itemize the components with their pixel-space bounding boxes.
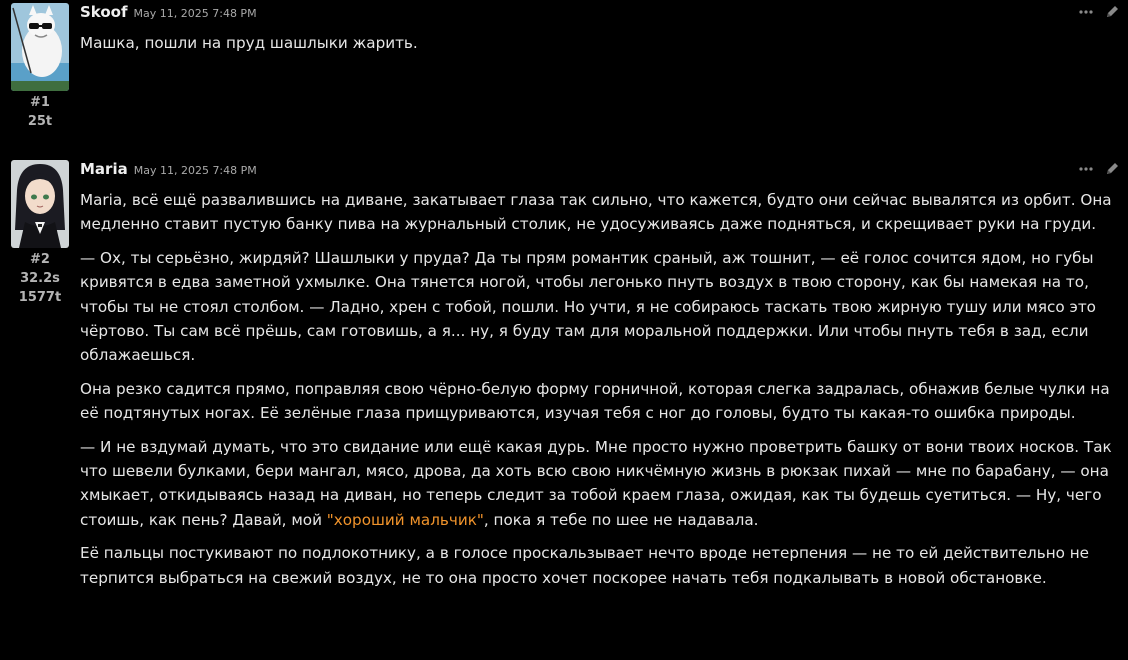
message-actions [1078,4,1120,20]
message-body [80,188,1120,599]
message-header [80,160,257,182]
edit-icon[interactable] [1104,4,1120,20]
message-2 [0,157,1128,660]
post-gen-time: 32.2s [20,271,60,286]
post-meta-2 [0,250,80,307]
message-actions [1078,161,1120,177]
message-header [80,3,257,25]
paragraph: — Ох, ты серьёзно, жирдяй? Шашлыки у пруда? Да ты прям романтик сраный, аж тошнит, — её голос сочится ядом, но губы кривятся в едва заметной ухмылке. Она тянется ногой, чтобы легонько пнуть воздух в твою сторону, как бы намекая на то, чтобы ты не стоял столбом. — Ладно, хрен с тобой, пошли. Но учти, я не собираюсь таскать твою жирную тушу или мясо это чёртово. Ты сам всё прёшь, сам готовишь, а я... ну, я буду там для моральной поддержки. Или чтобы пнуть тебя в зад, если облажаешься. [80,248,1096,365]
post-index[interactable]: #1 [30,95,50,110]
timestamp: May 11, 2025 7:48 PM [133,7,257,20]
timestamp: May 11, 2025 7:48 PM [133,164,257,177]
more-icon[interactable] [1078,4,1094,20]
post-token-count: 25t [27,114,53,129]
author-name: Maria [80,160,128,178]
paragraph: Машка, пошли на пруд шашлыки жарить. [80,34,418,52]
edit-icon[interactable] [1104,161,1120,177]
quoted-phrase: "хороший мальчик" [326,510,484,529]
paragraph-text: — И не вздумай думать, что это свидание или ещё какая дурь. Мне просто нужно проветрить башку от вони твоих носков. Так что шевели булками, бери мангал, мясо, дрова, да хоть всю свою никчёмную жизнь в рюкзак пихай — мне по барабану, — она хмыкает, откидываясь назад на диван, но теперь следит за тобой краем глаза, ожидая, как ты будешь суетиться. — Ну, чего стоишь, как пень? Давай, мой [80,437,1112,529]
post-index[interactable]: #2 [30,252,50,267]
paragraph: Maria, всё ещё развалившись на диване, закатывает глаза так сильно, что кажется, будто они сейчас вывалятся из орбит. Она медленно ставит пустую банку пива на журнальный столик, не удосуживаясь даже подняться, и скрещивает руки на груди. [80,191,1112,234]
paragraph: Её пальцы постукивают по подлокотнику, а в голосе проскальзывает нечто вроде нетерпения — не то ей действительно не терпится выбраться на свежий воздух, не то она просто хочет поскорее начать тебя подкалывать в новой обстановке. [80,544,1090,587]
avatar-skoof-image [11,3,69,91]
author-name: Skoof [80,3,128,21]
post-meta-1 [0,93,80,131]
avatar-maria[interactable] [11,160,69,248]
paragraph-text: , пока я тебе по шее не надавала. [483,510,759,529]
message-1 [0,0,1128,150]
paragraph: Она резко садится прямо, поправляя свою чёрно-белую форму горничной, которая слегка задралась, обнажив белые чулки на её подтянутых ногах. Её зелёные глаза прищуриваются, изучая тебя с ног до головы, будто ты какая-то ошибка природы. [80,379,1110,423]
message-body [80,31,1120,64]
avatar-skoof[interactable] [11,3,69,91]
paragraph [80,435,1120,533]
post-token-count: 1577t [18,290,62,305]
more-icon[interactable] [1078,161,1094,177]
avatar-maria-image [11,160,69,248]
